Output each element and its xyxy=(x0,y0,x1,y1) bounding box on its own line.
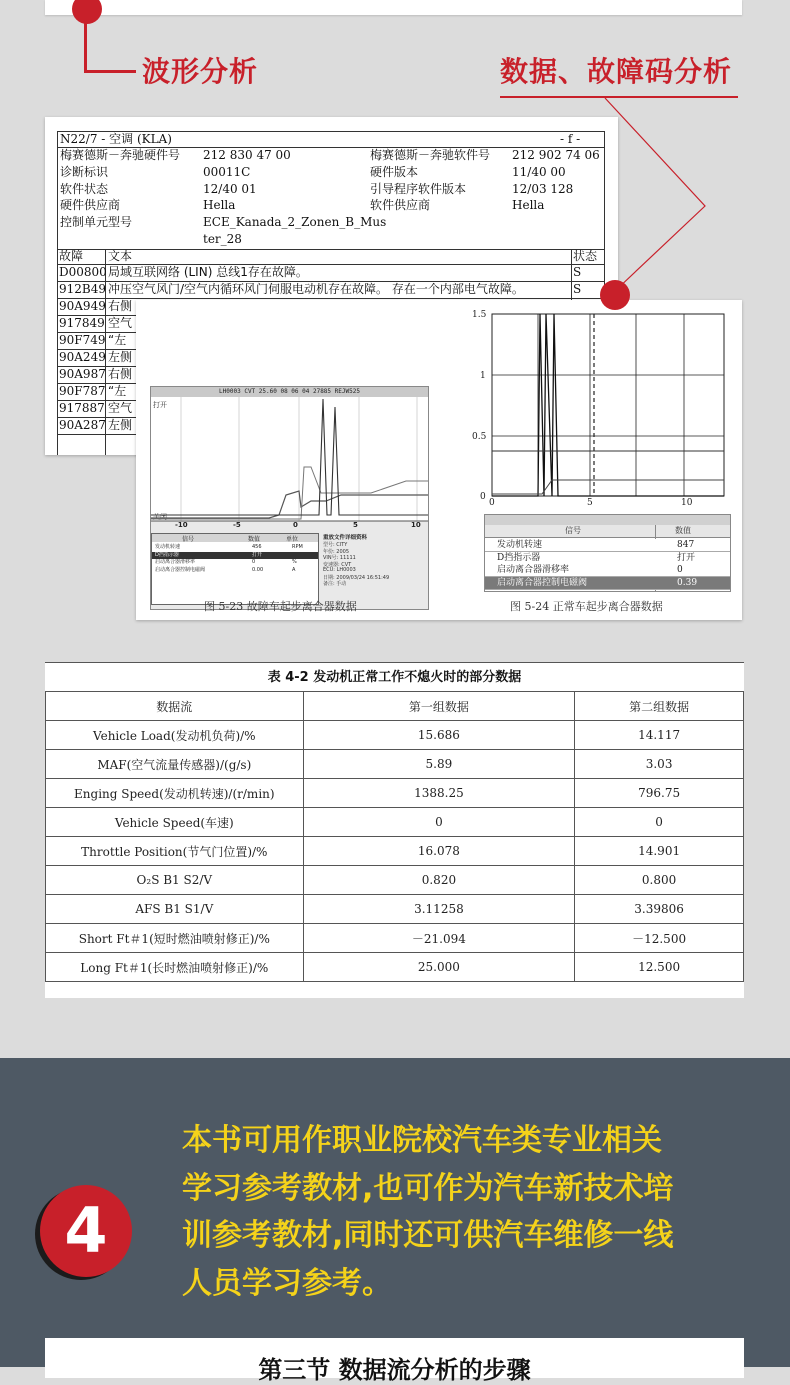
x-tick-label: -5 xyxy=(233,521,241,529)
file-info-line: VIN号: 11111 xyxy=(323,555,356,561)
param-row xyxy=(485,539,730,552)
cell-group1: 5.89 xyxy=(303,750,575,779)
y-tick-label: 0.5 xyxy=(472,432,487,442)
caption-fig-5-23: 图 5-23 故障车起步离合器数据 xyxy=(204,600,357,613)
y-tick-label: 0 xyxy=(480,492,486,502)
cell-stream: O₂S B1 S2/V xyxy=(46,866,304,895)
module-title: N22/7 - 空调 (KLA) xyxy=(60,132,172,146)
callout-dot-data xyxy=(600,280,630,310)
param-name: 启动离合器滑移率 xyxy=(497,565,570,575)
feature-number-badge: 4 xyxy=(40,1185,132,1277)
x-tick-label: -10 xyxy=(175,521,188,529)
params-header-value: 数值 xyxy=(248,536,261,543)
fault-code: 917887 xyxy=(59,401,105,415)
cell-group2: 0 xyxy=(575,808,744,837)
fault-code: 90A987 xyxy=(59,367,106,381)
info-label: 控制单元型号 xyxy=(60,215,133,230)
cell-stream: Short Ft＃1(短时燃油喷射修正)/% xyxy=(46,924,304,953)
fault-text: “左 xyxy=(108,384,127,398)
info-label: 硬件版本 xyxy=(370,164,419,179)
cell-stream: Long Ft＃1(长时燃油喷射修正)/% xyxy=(46,953,304,982)
fault-text: 空气 xyxy=(108,401,133,415)
scan-header: LH0003 CVT 25.60 08 06 04 27885 REJW525 xyxy=(151,387,428,397)
clutch-data-figures xyxy=(136,300,742,620)
cell-stream: Vehicle Speed(车速) xyxy=(46,808,304,837)
next-section-title: 第三节 数据流分析的步骤 xyxy=(258,1356,531,1384)
feature-line: 学习参考教材,也可作为汽车新技术培 xyxy=(182,1170,674,1206)
fault-text: 冲压空气风门/空气内循环风门伺服电动机存在故障。 存在一个内部电气故障。 xyxy=(108,282,524,296)
normal-params-header-value: 数值 xyxy=(675,526,691,535)
x-tick-label: 0 xyxy=(293,521,298,529)
next-section-card xyxy=(45,1338,744,1384)
cell-group1: 1388.25 xyxy=(303,779,575,808)
table-row xyxy=(46,953,744,982)
heading-waveform: 波形分析 xyxy=(142,55,259,88)
param-value: 0.00 xyxy=(252,566,264,573)
params-header-unit: 单位 xyxy=(286,536,299,543)
table-row xyxy=(46,808,744,837)
table-row xyxy=(46,779,744,808)
param-row xyxy=(152,559,318,566)
info-value: 12/03 128 xyxy=(512,181,574,196)
x-tick-label: 5 xyxy=(353,521,358,529)
callout-connector xyxy=(600,96,740,296)
x-tick-label: 10 xyxy=(411,521,421,529)
normal-params-table xyxy=(484,514,731,592)
label-close: 关闭 xyxy=(153,513,167,521)
param-row xyxy=(485,577,730,590)
param-value: 456 xyxy=(252,544,262,550)
fault-status: S xyxy=(573,265,582,279)
table-row xyxy=(46,866,744,895)
file-info-line: 年份: 2005 xyxy=(323,548,349,555)
info-value: 00011C xyxy=(203,164,251,179)
fault-code: 90A287 xyxy=(59,418,106,432)
fault-text: 空气 xyxy=(108,316,133,330)
info-label: 软件供应商 xyxy=(370,198,431,213)
param-unit: RPM xyxy=(292,544,303,550)
previous-page-card xyxy=(45,0,742,15)
x-tick-label: 0 xyxy=(489,498,495,508)
cell-group1: 16.078 xyxy=(303,837,575,866)
callout-line-horizontal xyxy=(84,70,136,73)
cell-group1: －21.094 xyxy=(303,924,575,953)
fault-code: 90A949 xyxy=(59,299,106,313)
info-value: 12/40 01 xyxy=(203,181,257,196)
param-name: 启动离合器滑移率 xyxy=(155,559,196,565)
table-row xyxy=(46,895,744,924)
cell-group2: －12.500 xyxy=(575,924,744,953)
caption-fig-5-24: 图 5-24 正常车起步离合器数据 xyxy=(510,600,663,613)
param-name: D挡指示器 xyxy=(155,551,179,558)
engine-data-table xyxy=(45,691,744,982)
col-header-stream: 数据流 xyxy=(46,692,304,721)
cell-group2: 0.800 xyxy=(575,866,744,895)
cell-group2: 14.901 xyxy=(575,837,744,866)
cell-stream: Enging Speed(发动机转速)/(r/min) xyxy=(46,779,304,808)
table-row xyxy=(46,837,744,866)
file-info-line: ECU: LH0003 xyxy=(323,567,356,573)
info-value: ECE_Kanada_2_Zonen_B_Mus xyxy=(203,215,387,230)
callout-dot-waveform xyxy=(72,0,102,24)
cell-group1: 25.000 xyxy=(303,953,575,982)
info-value: 212 902 74 06 xyxy=(512,148,600,162)
table-row xyxy=(46,750,744,779)
x-tick-label: 5 xyxy=(587,498,593,508)
file-info-line: 备注: 手动 xyxy=(323,581,347,587)
fault-code: 917849 xyxy=(59,316,105,330)
fault-header-code: 故障 xyxy=(59,249,84,263)
feature-line: 人员学习参考。 xyxy=(182,1265,392,1301)
normal-waveform xyxy=(466,308,731,513)
param-value: 0.39 xyxy=(677,577,698,588)
params-header-signal: 信号 xyxy=(182,536,195,543)
cell-group1: 0 xyxy=(303,808,575,837)
param-row xyxy=(152,552,318,559)
fault-header-status: 状态 xyxy=(573,249,598,263)
feature-line: 训参考教材,同时还可供汽车维修一线 xyxy=(182,1218,674,1253)
param-row xyxy=(485,564,730,577)
table-row xyxy=(46,924,744,953)
cell-group2: 796.75 xyxy=(575,779,744,808)
param-unit: % xyxy=(292,559,297,565)
cell-stream: AFS B1 S1/V xyxy=(46,895,304,924)
module-flag: - f - xyxy=(560,132,581,146)
param-name: 发动机转速 xyxy=(497,540,543,550)
file-info-line: 变速器: CVT xyxy=(323,561,352,568)
param-row xyxy=(152,544,318,551)
y-tick-label: 1.5 xyxy=(472,310,487,320)
file-info-line: 日期: 2009/03/24 16:51:49 xyxy=(323,574,390,581)
fault-code: 912B49 xyxy=(59,282,106,296)
cell-group2: 3.39806 xyxy=(575,895,744,924)
cell-group2: 14.117 xyxy=(575,721,744,750)
callout-line-vertical xyxy=(84,20,87,72)
fault-text: 左侧 xyxy=(108,418,133,432)
fault-status: S xyxy=(573,282,582,296)
param-name: 启动离合器控制电磁阀 xyxy=(155,566,206,573)
param-row xyxy=(485,552,730,565)
file-info-line: 型号: CITY xyxy=(323,542,348,548)
file-info-title: 重放文件详细资料 xyxy=(323,535,368,541)
fault-code: 90F749 xyxy=(59,333,106,347)
table-title: 表 4-2 发动机正常工作不熄火时的部分数据 xyxy=(45,662,744,692)
table-row xyxy=(46,721,744,750)
param-value: 847 xyxy=(677,540,695,550)
info-label: 梅赛德斯－奔驰硬件号 xyxy=(60,148,181,162)
y-tick-label: 1 xyxy=(480,371,486,381)
info-label: 引导程序软件版本 xyxy=(370,181,467,196)
param-value: 打开 xyxy=(252,551,263,558)
col-header-group1: 第一组数据 xyxy=(303,692,575,721)
heading-data-fault: 数据、故障码分析 xyxy=(500,55,733,88)
info-value: Hella xyxy=(203,198,236,213)
info-label: 硬件供应商 xyxy=(60,198,121,213)
param-value: 0 xyxy=(677,565,683,575)
cell-group1: 3.11258 xyxy=(303,895,575,924)
fault-code: 90F787 xyxy=(59,384,106,398)
fault-text: 右侧 xyxy=(108,299,133,313)
info-value: Hella xyxy=(512,198,545,213)
fault-text: “左 xyxy=(108,333,127,347)
param-value: 0 xyxy=(252,559,256,565)
fault-text: 左侧 xyxy=(108,350,133,364)
info-label: 梅赛德斯－奔驰软件号 xyxy=(370,148,491,162)
info-value: 11/40 00 xyxy=(512,164,566,179)
table-header-row xyxy=(46,692,744,721)
normal-params-header-signal: 信号 xyxy=(565,526,581,535)
param-name: 启动离合器控制电磁阀 xyxy=(497,577,588,588)
feature-line: 本书可用作职业院校汽车类专业相关 xyxy=(182,1123,662,1158)
feature-text xyxy=(182,1117,752,1307)
info-label: 软件状态 xyxy=(60,181,109,196)
x-tick-label: 10 xyxy=(681,498,693,508)
fault-scan-screen xyxy=(150,386,429,610)
cell-group1: 15.686 xyxy=(303,721,575,750)
fault-waveform xyxy=(151,397,428,537)
label-open: 打开 xyxy=(153,401,167,409)
fault-text: 右侧 xyxy=(108,367,133,381)
table-4-2 xyxy=(45,662,744,998)
cell-group2: 3.03 xyxy=(575,750,744,779)
fault-code: 90A249 xyxy=(59,350,106,364)
fault-row-divider xyxy=(57,298,605,299)
cell-group1: 0.820 xyxy=(303,866,575,895)
param-name: 发动机转速 xyxy=(155,544,181,550)
cell-stream: MAF(空气流量传感器)/(g/s) xyxy=(46,750,304,779)
info-value-cont: ter_28 xyxy=(203,232,242,246)
param-name: D挡指示器 xyxy=(497,552,541,563)
cell-group2: 12.500 xyxy=(575,953,744,982)
info-label: 诊断标识 xyxy=(60,164,109,179)
param-row xyxy=(152,567,318,574)
col-header-group2: 第二组数据 xyxy=(575,692,744,721)
fault-header-text: 文本 xyxy=(108,249,133,263)
fault-text: 局域互联网络 (LIN) 总线1存在故障。 xyxy=(108,265,308,279)
param-value: 打开 xyxy=(677,552,696,563)
info-value: 212 830 47 00 xyxy=(203,148,291,162)
cell-stream: Throttle Position(节气门位置)/% xyxy=(46,837,304,866)
cell-stream: Vehicle Load(发动机负荷)/% xyxy=(46,721,304,750)
param-unit: A xyxy=(292,566,296,573)
fault-code: D00800 xyxy=(59,265,107,279)
